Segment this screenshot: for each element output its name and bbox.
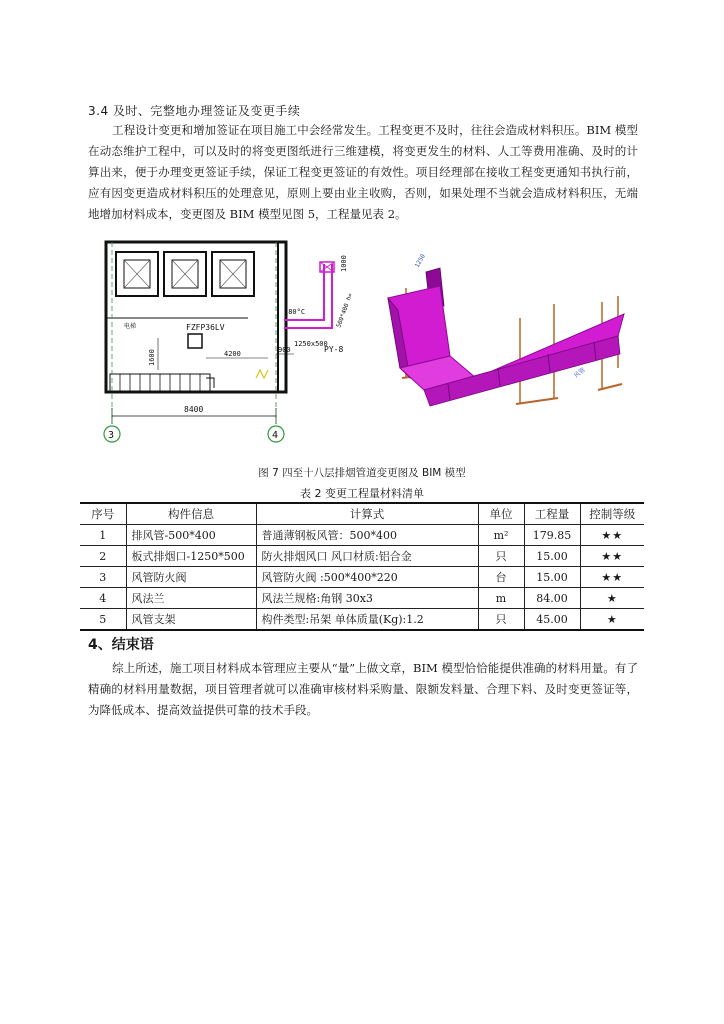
- quantity: 15.00: [524, 567, 580, 588]
- figure-svg: [88, 228, 644, 460]
- dim-1600-label: 1600: [148, 349, 156, 366]
- fan-label: FZFP36LV: [186, 323, 225, 332]
- control-level: ★★: [580, 567, 644, 588]
- quantity: 179.85: [524, 525, 580, 546]
- figure-caption: 图 7 四至十八层排烟管道变更图及 BIM 模型: [258, 467, 466, 479]
- room-label: 电梯: [124, 323, 137, 330]
- formula: 普通薄钢板风管：500*400: [256, 525, 478, 546]
- control-level: ★★: [580, 525, 644, 546]
- formula: 风管防火阀 :500*400*220: [256, 567, 478, 588]
- side-note: 500*400 h=: [335, 292, 355, 329]
- conclusion-heading: 4、结束语: [88, 637, 154, 653]
- unit: 只: [478, 546, 524, 567]
- component-info: 排风管-500*400: [126, 525, 256, 546]
- dim-8400-label: 8400: [184, 405, 204, 414]
- plan-drawing: [104, 242, 354, 442]
- component-info: 风法兰: [126, 588, 256, 609]
- bim-model: [388, 253, 624, 406]
- formula: 风法兰规格:角钢 30x3: [256, 588, 478, 609]
- table-row: [80, 567, 644, 588]
- component-info: 风管支架: [126, 609, 256, 631]
- control-level: ★: [580, 609, 644, 631]
- header-cell: 工程量: [524, 503, 580, 525]
- model-note: 风管: [572, 366, 587, 380]
- section-paragraph: 工程设计变更和增加签证在项目施工中会经常发生。工程变更不及时，往往会造成材料积压。BIM 模型在动态维护工程中，可以及时的将变更图纸进行三维建模，将变更发生的材料、人工等费用准确、及时的计算出来，便于办理变更签证手续，保证工程变更签证的有效性。项目经理部在接收工程变更通知书执行前，应有因变更造成材料积压的处理意见，原则上要由业主收购，否则，如果处理不当就会造成材料积压，无端地增加材料成本，变更图及 BIM 模型见图 5，工程量见表 2。: [88, 123, 638, 221]
- conclusion-paragraph: 综上所述，施工项目材料成本管理应主要从“量”上做文章，BIM 模型恰恰能提供准确的材料用量。有了精确的材料用量数据，项目管理者就可以准确审核材料采购量、限额发料量、合理下料、及时变更签证等，为降低成本、提高效益提供可靠的技术手段。: [88, 661, 638, 717]
- section-heading: 3.4 及时、完整地办理签证及变更手续: [88, 104, 301, 118]
- quantity: 45.00: [524, 609, 580, 631]
- row-index: 3: [80, 567, 126, 588]
- dim-900-label: 900: [278, 346, 291, 354]
- riser-note: 1250: [413, 252, 427, 269]
- plan-outer-wall: [106, 242, 286, 392]
- axis-4-label: 4: [272, 430, 279, 441]
- unit: m: [478, 588, 524, 609]
- figure-7: [88, 228, 644, 460]
- elevator-shafts: [116, 252, 254, 296]
- duct-size-label: 1250x500: [294, 340, 328, 348]
- formula: 防火排烟风口 风口材质:铝合金: [256, 546, 478, 567]
- quantity-table: [80, 502, 644, 631]
- header-cell: 单位: [478, 503, 524, 525]
- quantity: 15.00: [524, 546, 580, 567]
- control-level: ★: [580, 588, 644, 609]
- unit: 台: [478, 567, 524, 588]
- table-row: [80, 546, 644, 567]
- formula: 构件类型:吊架 单体质量(Kg):1.2: [256, 609, 478, 631]
- table-row: [80, 609, 644, 631]
- table-header-row: [80, 503, 644, 525]
- header-cell: 序号: [80, 503, 126, 525]
- component-info: 板式排烟口-1250*500: [126, 546, 256, 567]
- fan-unit: [188, 334, 202, 348]
- header-cell: 计算式: [256, 503, 478, 525]
- stair-block: [110, 374, 214, 392]
- plan-duct: [284, 262, 334, 328]
- unit: 只: [478, 609, 524, 631]
- riser-label: PY-8: [324, 345, 344, 354]
- dim-1000-label: 1000: [340, 255, 348, 272]
- row-index: 1: [80, 525, 126, 546]
- header-cell: 控制等级: [580, 503, 644, 525]
- bim-duct: [388, 268, 624, 406]
- header-cell: 构件信息: [126, 503, 256, 525]
- control-level: ★★: [580, 546, 644, 567]
- table-row: [80, 525, 644, 546]
- axis-3-label: 3: [108, 430, 115, 441]
- dim-4200-label: 4200: [224, 350, 241, 358]
- row-index: 4: [80, 588, 126, 609]
- table-row: [80, 588, 644, 609]
- unit: m²: [478, 525, 524, 546]
- temp-label: 280°C: [284, 308, 306, 316]
- row-index: 5: [80, 609, 126, 631]
- break-mark: [256, 370, 268, 378]
- component-info: 风管防火阀: [126, 567, 256, 588]
- quantity: 84.00: [524, 588, 580, 609]
- row-index: 2: [80, 546, 126, 567]
- table-caption: 表 2 变更工程量材料清单: [300, 487, 424, 500]
